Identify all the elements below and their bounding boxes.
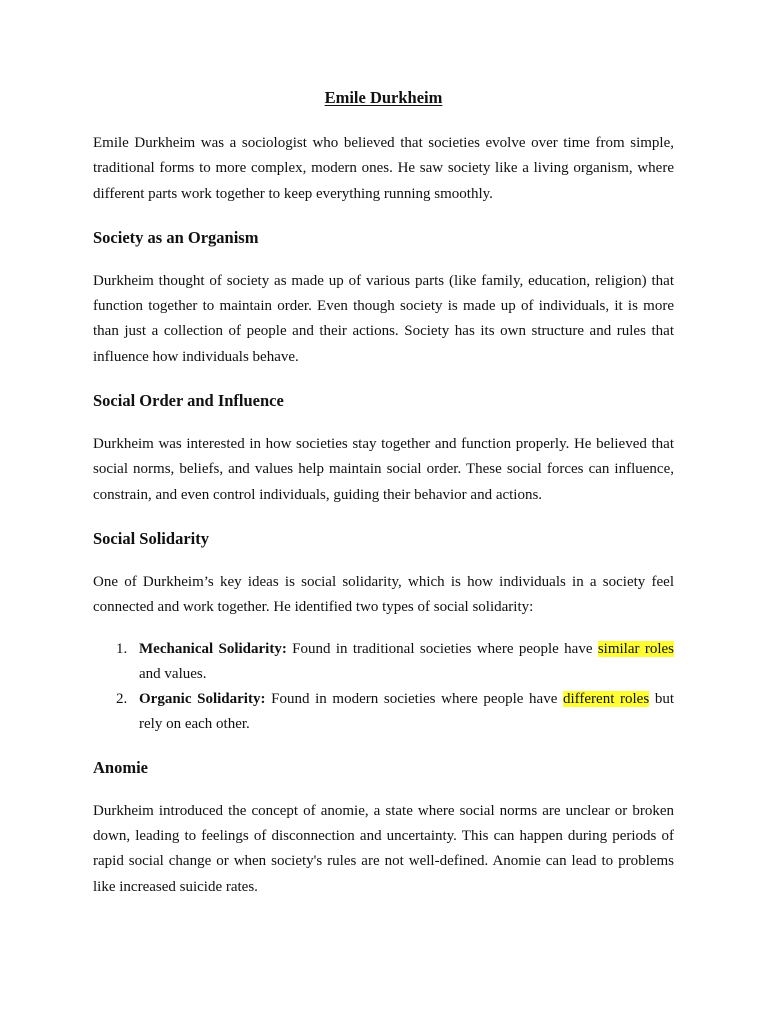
list-item-number: 2. (116, 691, 128, 708)
list-item-text: but rely on each other. (139, 691, 674, 733)
list-item-text: and values. (139, 665, 207, 682)
list-item-text: Found in modern societies where people have (265, 691, 564, 708)
section-body-social-solidarity: One of Durkheim’s key ideas is social solidarity, which is how individuals in a society feel connected and work together. He identified two types of social solidarity: (93, 573, 674, 616)
list-item-term: Mechanical Solidarity: (139, 640, 287, 657)
highlighted-text: similar roles (597, 640, 674, 657)
section-body-social-order: Durkheim was interested in how societies stay together and function properly. He believed that social norms, beliefs, and values help maintain social order. These social forces can influence, constrain, and even control individuals, guiding their behavior and actions. (93, 436, 674, 503)
solidarity-types-list (93, 637, 674, 738)
section-heading-social-order: Social Order and Influence (93, 391, 284, 411)
list-item (93, 687, 674, 738)
section-body-anomie: Durkheim introduced the concept of anomie, a state where social norms are unclear or broken down, leading to feelings of disconnection and uncertainty. This can happen during periods of rapid social change or when society's rules are not well-defined. Anomie can lead to problems like increased suicide rates. (93, 802, 674, 895)
section-heading-anomie: Anomie (93, 757, 148, 777)
list-item (93, 637, 674, 688)
intro-paragraph: Emile Durkheim was a sociologist who believed that societies evolve over time from simple, traditional forms to more complex, modern ones. He saw society like a living organism, where different parts work together to keep everything running smoothly. (93, 135, 674, 202)
list-item-text: Found in traditional societies where people have (286, 640, 598, 657)
list-item-term: Organic Solidarity: (139, 691, 266, 708)
section-heading-society-as-organism: Society as an Organism (93, 227, 259, 247)
document-page (93, 86, 674, 900)
section-heading-social-solidarity: Social Solidarity (93, 528, 209, 548)
list-item-number: 1. (116, 640, 128, 657)
highlighted-text: different roles (563, 691, 650, 708)
document-title: Emile Durkheim (324, 88, 443, 107)
section-body-society-as-organism: Durkheim thought of society as made up of various parts (like family, education, religion) that function together to maintain order. Even though society is made up of individuals, it is more than just a collection of people and their actions. Society has its own structure and rules that influence how individuals behave. (93, 272, 674, 365)
